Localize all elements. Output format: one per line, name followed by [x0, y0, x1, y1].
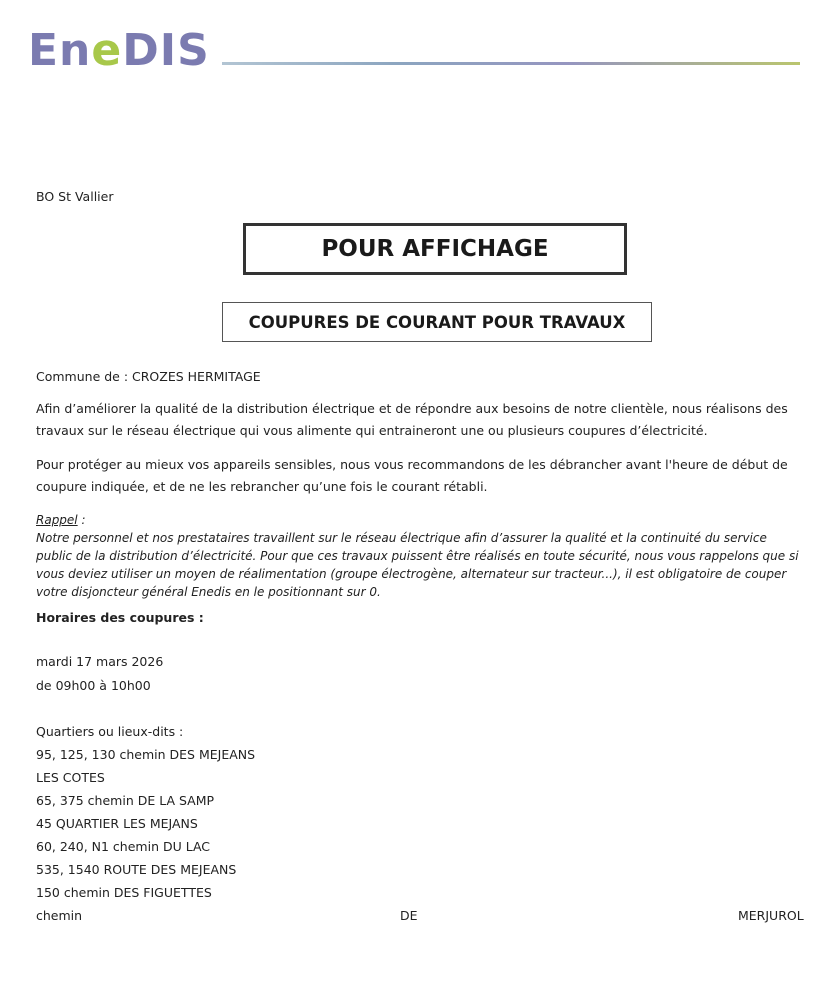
last-line-center: DE [400, 908, 418, 923]
commune: Commune de : CROZES HERMITAGE [36, 369, 261, 384]
outage-time: de 09h00 à 10h00 [36, 678, 151, 693]
enedis-logo [28, 26, 210, 76]
last-line-right: MERJUROL [738, 908, 804, 923]
title-box: POUR AFFICHAGE [243, 223, 627, 275]
advice-paragraph: Pour protéger au mieux vos appareils sensibles, nous vous recommandons de les débrancher avant l'heure de début de coupure indiquée, et de ne les rebrancher qu’une fois le courant rétabli. [36, 457, 788, 494]
rappel-text: Notre personnel et nos prestataires travaillent sur le réseau électrique afin d’assurer la qualité et la continuité du service public de la distribution d’électricité. Pour que ces travaux puissent être réalisés en toute sécurité, nous vous rappelons que si vous deviez utiliser un moyen de réalimentation (groupe électrogène, alternateur sur tracteur...), il est obligatoire de couper votre disjoncteur général Enedis en le positionnant sur 0. [36, 531, 799, 599]
address-line: 95, 125, 130 chemin DES MEJEANS [36, 747, 256, 762]
address-line: 535, 1540 ROUTE DES MEJEANS [36, 862, 237, 877]
horaires-title: Horaires des coupures : [36, 610, 204, 625]
logo-text-part2: DIS [122, 25, 210, 76]
rappel-block [36, 511, 806, 529]
address-line: 150 chemin DES FIGUETTES [36, 885, 212, 900]
address-line: 45 QUARTIER LES MEJANS [36, 816, 198, 831]
logo-text-part1: En [28, 25, 92, 76]
rappel-colon: : [77, 513, 86, 527]
office-name: BO St Vallier [36, 189, 114, 204]
logo-text-accent: e [91, 25, 123, 76]
outage-date: mardi 17 mars 2026 [36, 654, 164, 669]
quartiers-title: Quartiers ou lieux-dits : [36, 724, 184, 739]
last-line-left: chemin [36, 908, 83, 923]
address-line: LES COTES [36, 770, 105, 785]
subtitle-box: COUPURES DE COURANT POUR TRAVAUX [222, 302, 652, 342]
intro-paragraph: Afin d’améliorer la qualité de la distribution électrique et de répondre aux besoins de notre clientèle, nous réalisons des travaux sur le réseau électrique qui vous alimente qui entraineront une ou plusieurs coupures d’électricité. [36, 401, 788, 438]
header-rule [222, 62, 800, 65]
address-line: 60, 240, N1 chemin DU LAC [36, 839, 211, 854]
address-line: 65, 375 chemin DE LA SAMP [36, 793, 215, 808]
rappel-label: Rappel [36, 513, 78, 527]
